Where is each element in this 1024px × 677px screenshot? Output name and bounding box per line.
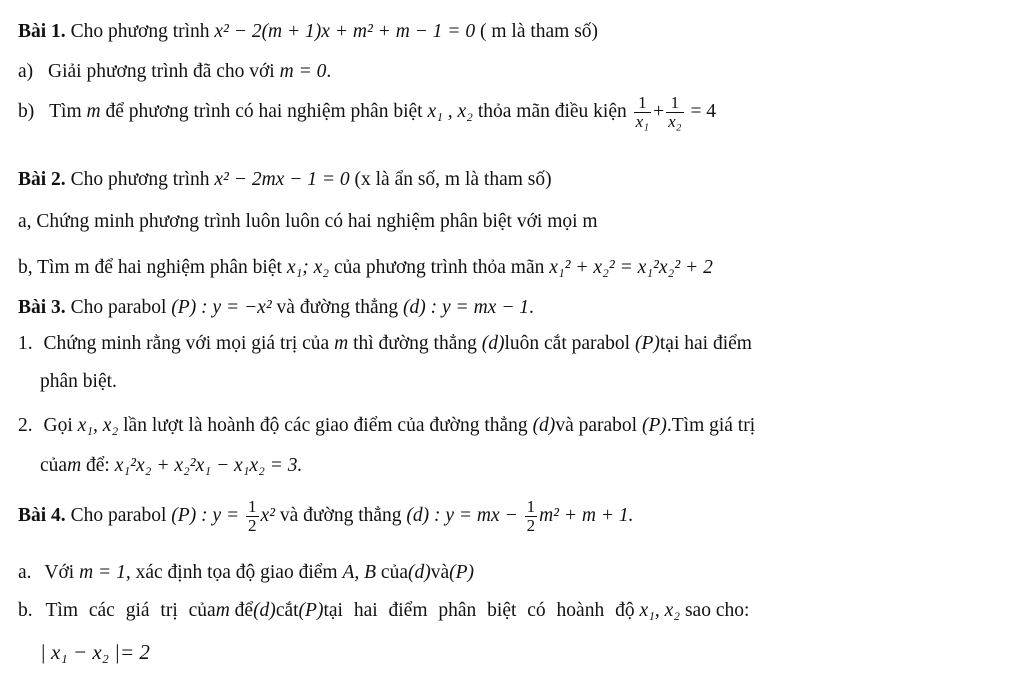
b4-b-d: (d)	[253, 600, 276, 621]
b4-a-p: (P)	[449, 562, 475, 583]
b2-a-text: a, Chứng minh phương trình luôn luôn có hai nghiệm phân biệt với mọi m	[18, 211, 598, 232]
b3-q2-text1: Gọi	[43, 415, 73, 436]
b3-heading	[18, 298, 534, 318]
b3-q2-line2-text1: của	[40, 455, 68, 476]
b4-b-text4: tại hai điểm phân biệt có hoành độ	[323, 600, 635, 621]
b2-heading	[18, 170, 552, 190]
b4-part-b	[18, 601, 749, 621]
b4-part-a	[18, 563, 474, 583]
b3-q1-text2: thì đường thẳng	[353, 333, 477, 354]
b3-q2-text3: và parabol	[555, 415, 638, 436]
b1-equation: x² − 2(m + 1)x + m² + m − 1 = 0	[214, 21, 476, 42]
b4-b-text5: sao cho:	[684, 600, 750, 621]
b3-q2	[18, 416, 755, 436]
b3-q2-eq: x₁²x₂ + x₂²x₁ − x₁x₂ = 3.	[114, 455, 303, 476]
b4-frac-half-2: $\frac{1}{2}$	[526, 497, 536, 535]
b1-frac-1: $\frac{1}{\text{x₁}}$	[635, 93, 650, 131]
b4-b-text3: cắt	[275, 600, 299, 621]
b4-a-text2: xác định tọa độ giao điểm	[135, 562, 338, 583]
b4-a-eq: m = 1,	[79, 562, 131, 583]
b1-b-tail: = 4	[690, 100, 717, 122]
b1-b-text1: Tìm	[49, 100, 82, 122]
b1-a-text: Giải phương trình đã cho với	[48, 61, 275, 82]
b3-end: .	[528, 297, 534, 318]
b3-q1-text3: luôn cắt parabol	[504, 333, 631, 354]
b1-frac-2: $\frac{1}{\text{x₂}}$	[668, 93, 682, 131]
b1-a-eq: m = 0	[279, 61, 327, 82]
b1-part-b: b) Tìm m để phương trình có hai nghiệm phân biệt x₁ , x₂ thỏa mãn điều kiện $\frac{1}{\text{x₁}}$ + $\frac{1}{\text{x₂}}$ = 4	[18, 93, 717, 131]
b4-intro: Cho parabol	[70, 504, 167, 526]
b3-q2-d: (d)	[532, 415, 556, 436]
b1-b-m: m	[86, 100, 101, 122]
b4-mid: và đường thẳng	[279, 504, 402, 526]
b4-a-label: a.	[18, 562, 32, 583]
b4-parabola-post: x²	[260, 504, 276, 526]
b3-q1-m: m	[334, 333, 349, 354]
b3-q2-line2	[40, 456, 302, 476]
b3-intro: Cho parabol	[70, 297, 167, 318]
b3-line: (d) : y = mx − 1	[403, 297, 529, 318]
b3-q2-m: m	[67, 455, 82, 476]
b3-q1-text4: tại hai điểm	[659, 333, 752, 354]
b4-title: Bài 4.	[18, 504, 66, 526]
b4-a-text4: và	[430, 562, 450, 583]
b4-line-pre: (d) : y = mx −	[406, 504, 518, 526]
b1-b-label: b)	[18, 100, 35, 122]
b4-a-pts: A, B	[342, 562, 377, 583]
b3-q1-d: (d)	[481, 333, 505, 354]
b4-b-text1: Tìm các giá trị của	[45, 600, 216, 621]
b4-line-post: m² + m + 1.	[539, 504, 634, 526]
b4-b-eq: | x₁ − x₂ |= 2	[40, 640, 150, 664]
b3-q1-line2-text: phân biệt.	[40, 371, 117, 392]
b3-q2-roots: x₁, x₂	[77, 415, 119, 436]
b3-title: Bài 3.	[18, 297, 66, 318]
b4-a-text3: của	[380, 562, 408, 583]
b2-part-b	[18, 258, 713, 278]
b3-q1-label: 1.	[18, 333, 33, 354]
b4-b-label: b.	[18, 600, 33, 621]
b2-b-eq: x₁² + x₂² = x₁²x₂² + 2	[549, 257, 713, 278]
b4-parabola-pre: (P) : y =	[171, 504, 240, 526]
b1-part-a	[18, 62, 331, 82]
b4-b-m: m	[215, 600, 230, 621]
b1-title: Bài 1.	[18, 21, 66, 42]
b2-part-a	[18, 212, 598, 232]
b1-b-text2: để phương trình có hai nghiệm phân biệt	[105, 100, 423, 122]
b4-b-text2: để	[234, 600, 254, 621]
b3-q2-line2-text2: để:	[86, 455, 110, 476]
b4-b-roots: x₁, x₂	[639, 600, 681, 621]
b3-mid: và đường thẳng	[276, 297, 399, 318]
b4-frac-half-1: $\frac{1}{2}$	[248, 497, 257, 535]
b4-a-text1: Với	[44, 562, 75, 583]
b4-b-p: (P)	[298, 600, 324, 621]
b3-q1-p: (P)	[634, 333, 660, 354]
b3-q1-text1: Chứng minh rằng với mọi giá trị của	[43, 333, 330, 354]
b4-b-eq-line	[40, 642, 150, 663]
b3-q1-line2	[40, 372, 117, 392]
b2-b-text2: của phương trình thỏa mãn	[333, 257, 545, 278]
b3-parabola: (P) : y = −x²	[171, 297, 272, 318]
b2-note: (x là ẩn số, m là tham số)	[354, 169, 552, 190]
b2-title: Bài 2.	[18, 169, 66, 190]
b1-a-end: .	[326, 61, 332, 82]
b3-q2-text4: .Tìm giá trị	[666, 415, 756, 436]
b1-a-label: a)	[18, 61, 34, 82]
b3-q1	[18, 334, 752, 354]
b2-equation: x² − 2mx − 1 = 0	[214, 169, 350, 190]
b3-q2-label: 2.	[18, 415, 33, 436]
b2-b-text: b, Tìm m để hai nghiệm phân biệt	[18, 257, 282, 278]
b3-q2-text2: lần lượt là hoành độ các giao điểm của đường thẳng	[123, 415, 528, 436]
b1-heading	[18, 22, 598, 42]
b4-a-d: (d)	[407, 562, 431, 583]
b2-b-roots: x₁; x₂	[286, 257, 330, 278]
b1-b-roots: x₁ , x₂	[427, 100, 473, 122]
b3-q2-p: (P)	[641, 415, 667, 436]
b4-heading	[18, 498, 634, 535]
b1-b-text3: thỏa mãn điều kiện	[477, 100, 627, 122]
b1-intro: Cho phương trình	[70, 21, 210, 42]
b2-intro: Cho phương trình	[70, 169, 210, 190]
b1-note: ( m là tham số)	[479, 21, 599, 42]
